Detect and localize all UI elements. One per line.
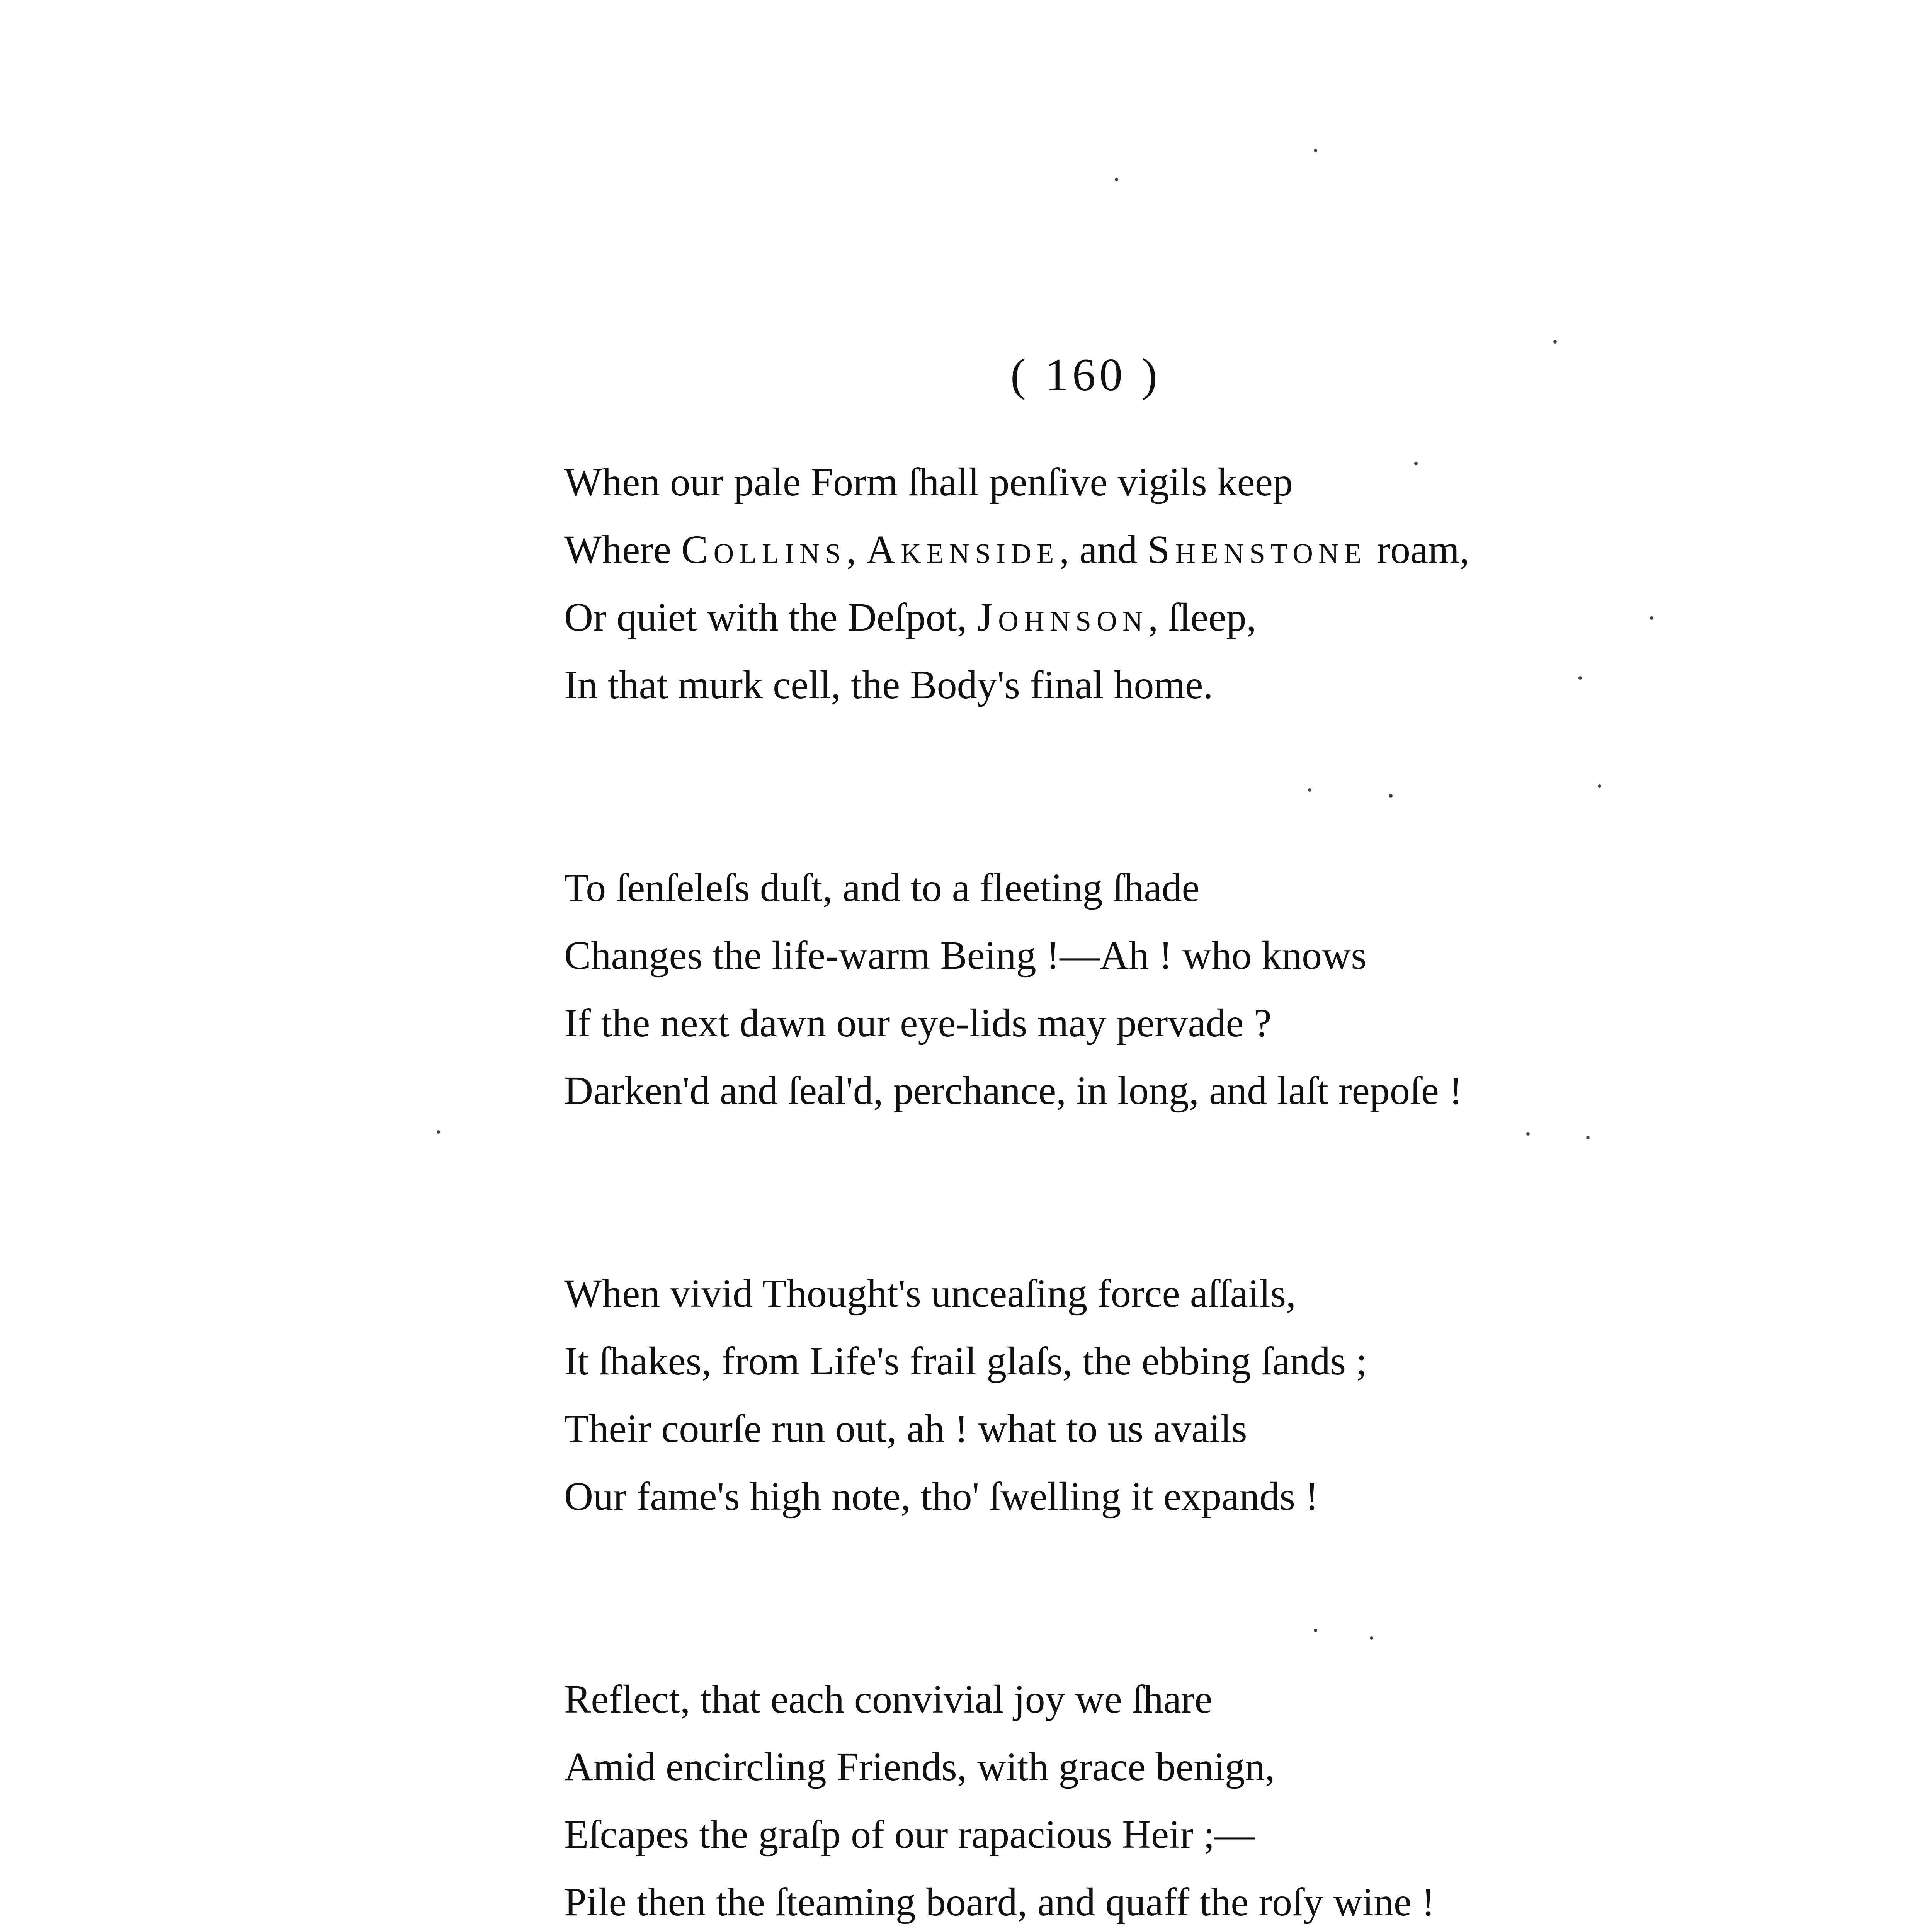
line-text: If the next dawn our eye-lids may pervade ? — [564, 1001, 1272, 1045]
stanza — [564, 448, 1723, 719]
line-text: , — [846, 527, 867, 572]
line-text: Amid encircling Friends, with grace benign, — [564, 1745, 1275, 1789]
poem-line — [564, 1057, 1723, 1124]
stanza — [564, 1260, 1723, 1530]
poem-line — [564, 1733, 1723, 1801]
line-text: When our pale Form ſhall penſive vigils keep — [564, 460, 1293, 504]
line-text: Pile then the ſteaming board, and quaff the roſy wine ! — [564, 1880, 1435, 1924]
poem-line — [564, 651, 1723, 719]
line-text: It ſhakes, from Life's frail glaſs, the ebbing ſands ; — [564, 1339, 1367, 1383]
scan-speck — [1650, 616, 1653, 620]
poem-line — [564, 1327, 1723, 1395]
small-caps-name: Shenstone — [1147, 527, 1367, 572]
line-text: Darken'd and ſeal'd, perchance, in long, and laſt repoſe ! — [564, 1068, 1463, 1113]
line-text: , ſleep, — [1148, 595, 1257, 639]
scan-speck — [1578, 676, 1582, 680]
scan-speck — [1526, 1132, 1530, 1136]
poem-line — [564, 1463, 1723, 1530]
line-text: To ſenſeleſs duſt, and to a fleeting ſhade — [564, 866, 1200, 910]
poem-line — [564, 1665, 1723, 1733]
scan-speck — [1389, 794, 1393, 798]
scan-speck — [1314, 149, 1317, 152]
poem-line — [564, 989, 1723, 1057]
line-text: Eſcapes the graſp of our rapacious Heir ;— — [564, 1812, 1255, 1857]
scan-speck — [437, 1130, 440, 1134]
line-text: When vivid Thought's unceaſing force aſſails, — [564, 1271, 1296, 1316]
scan-speck — [1308, 788, 1311, 792]
page-number: ( 160 ) — [1010, 349, 1161, 400]
scan-speck — [1314, 1629, 1317, 1632]
poem — [564, 448, 1723, 1932]
line-text: , and — [1059, 527, 1148, 572]
scan-speck — [1370, 1636, 1373, 1640]
stanza — [564, 1665, 1723, 1932]
poem-line — [564, 1868, 1723, 1932]
small-caps-name: Collins — [681, 527, 847, 572]
stanza — [564, 854, 1723, 1124]
poem-line — [564, 1801, 1723, 1868]
poem-line — [564, 854, 1723, 922]
small-caps-name: Akenside — [866, 527, 1060, 572]
line-text: Where — [564, 527, 682, 572]
poem-line — [564, 516, 1723, 583]
line-text: Or quiet with the Deſpot, — [564, 595, 977, 639]
line-text: In that murk cell, the Body's final home. — [564, 663, 1213, 707]
line-text: Changes the life-warm Being !—Ah ! who knows — [564, 933, 1367, 978]
poem-line — [564, 583, 1723, 651]
poem-line — [564, 1260, 1723, 1327]
line-text: Reflect, that each convivial joy we ſhare — [564, 1677, 1213, 1721]
scan-speck — [1586, 1136, 1590, 1139]
line-text: roam, — [1367, 527, 1470, 572]
small-caps-name: Johnson — [977, 595, 1148, 639]
poem-line — [564, 448, 1723, 516]
poem-line — [564, 1395, 1723, 1463]
line-text: Our fame's high note, tho' ſwelling it expands ! — [564, 1474, 1319, 1519]
line-text: Their courſe run out, ah ! what to us avails — [564, 1406, 1247, 1451]
scan-speck — [1115, 178, 1118, 181]
scan-speck — [1553, 340, 1557, 344]
scan-speck — [1414, 462, 1418, 465]
scan-speck — [1598, 784, 1601, 788]
poem-line — [564, 922, 1723, 989]
